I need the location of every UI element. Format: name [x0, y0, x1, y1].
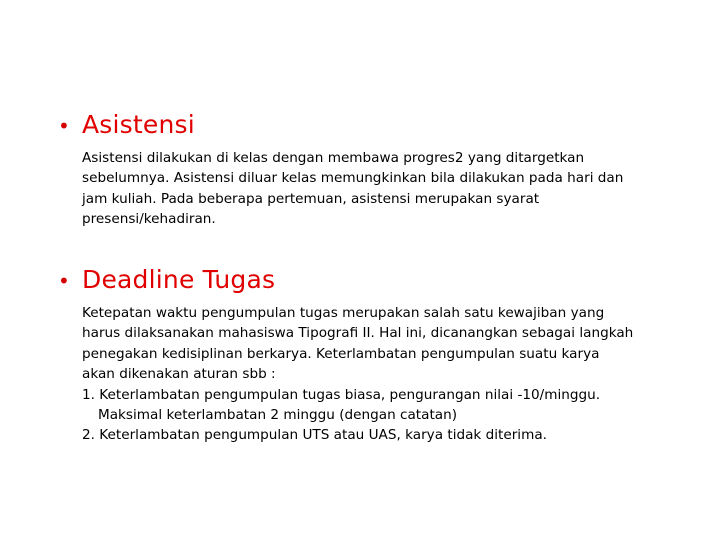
body-line: harus dilaksanakan mahasiswa Tipografi II. Hal ini, dicanangkan sebagai langkah: [82, 325, 634, 342]
rule-item: 1. Keterlambatan pengumpulan tugas biasa, pengurangan nilai -10/minggu.: [82, 386, 601, 403]
heading-row: [58, 108, 678, 142]
bullet-icon: •: [58, 269, 70, 293]
body-line: presensi/kehadiran.: [82, 211, 216, 228]
section-heading: Asistensi: [82, 110, 195, 139]
section-heading: Deadline Tugas: [82, 265, 276, 294]
body-line: jam kuliah. Pada beberapa pertemuan, asistensi merupakan syarat: [82, 190, 540, 207]
body-line: Asistensi dilakukan di kelas dengan membawa progres2 yang ditargetkan: [82, 150, 585, 166]
rule-item-continuation: Maksimal keterlambatan 2 minggu (dengan catatan): [98, 407, 458, 424]
heading-row: [58, 263, 678, 297]
rule-item: 2. Keterlambatan pengumpulan UTS atau UAS, karya tidak diterima.: [82, 427, 547, 444]
section-body: [82, 303, 647, 446]
body-line: Ketepatan waktu pengumpulan tugas merupakan salah satu kewajiban yang: [82, 305, 605, 321]
section-deadline-tugas: [58, 263, 678, 446]
body-line: penegakan kedisiplinan berkarya. Keterlambatan pengumpulan suatu karya: [82, 345, 600, 362]
body-line: sebelumnya. Asistensi diluar kelas memungkinkan bila dilakukan pada hari dan: [82, 170, 624, 187]
bullet-icon: •: [58, 114, 70, 138]
body-line: akan dikenakan aturan sbb :: [82, 366, 276, 383]
section-asistensi: [58, 108, 678, 230]
section-body: [82, 148, 647, 230]
